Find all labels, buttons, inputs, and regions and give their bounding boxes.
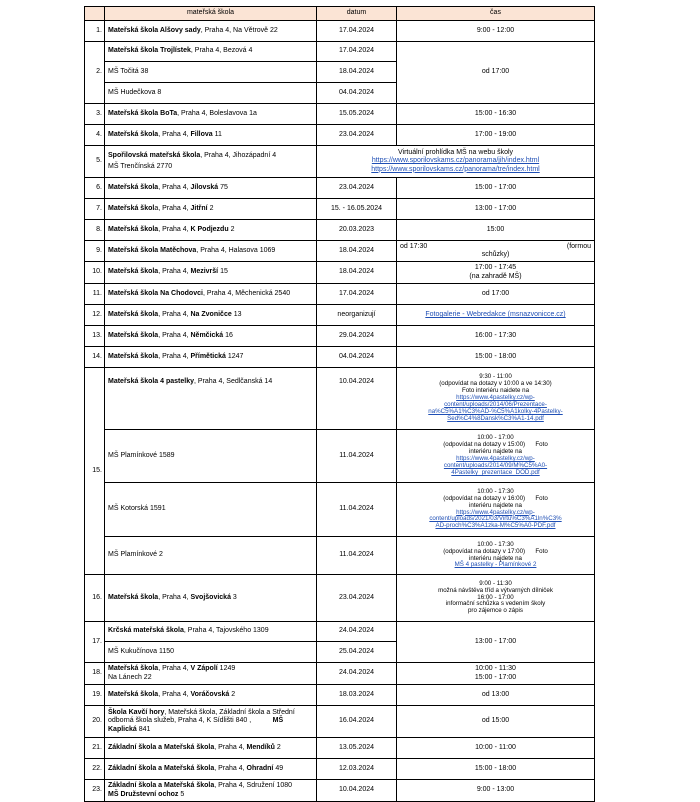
school-name: Mateřská škola, Praha 4, K Podjezdu 2 bbox=[105, 220, 317, 241]
row-number: 5. bbox=[85, 146, 105, 178]
time-cell: od 17:00 bbox=[397, 284, 595, 305]
time-cell: 10:00 - 11:00 bbox=[397, 738, 595, 759]
school-name: Mateřská škola 4 pastelky, Praha 4, Sedlčanská 14 bbox=[105, 368, 317, 430]
presentation-link[interactable]: https://www.4pastelky.cz/wp- bbox=[456, 508, 535, 516]
date-cell: 17.04.2024 bbox=[317, 42, 397, 62]
row-number: 23. bbox=[85, 780, 105, 802]
table-row bbox=[85, 430, 595, 483]
date-cell: neorganizují bbox=[317, 305, 397, 326]
table-row bbox=[85, 125, 595, 146]
row-number: 12. bbox=[85, 305, 105, 326]
table-row bbox=[85, 483, 595, 537]
date-cell: 23.04.2024 bbox=[317, 178, 397, 199]
school-name: Mateřská škola, Praha 4, Mezivrší 15 bbox=[105, 262, 317, 284]
school-name: MŠ Plamínkové 1589 bbox=[105, 430, 317, 483]
table-row bbox=[85, 537, 595, 575]
header-time: čas bbox=[397, 7, 595, 21]
row-number: 22. bbox=[85, 759, 105, 780]
table-row bbox=[85, 575, 595, 622]
date-cell: 24.04.2024 bbox=[317, 622, 397, 642]
table-row bbox=[85, 199, 595, 220]
presentation-link[interactable]: content/uploads/2021/03/Virtu%C3%A1ln%C3% bbox=[429, 515, 562, 523]
date-cell: 15.05.2024 bbox=[317, 104, 397, 125]
presentation-link[interactable]: https://www.4pastelky.cz/wp- bbox=[456, 394, 535, 402]
row-number: 2. bbox=[85, 42, 105, 104]
school-name: Mateřská škola, Praha 4, Voráčovská 2 bbox=[105, 685, 317, 706]
time-cell: 17:00 - 19:00 bbox=[397, 125, 595, 146]
date-cell: 17.04.2024 bbox=[317, 284, 397, 305]
table-row bbox=[85, 104, 595, 125]
table-row bbox=[85, 146, 595, 178]
school-name: Základní škola a Mateřská škola, Praha 4, Mendíků 2 bbox=[105, 738, 317, 759]
table-row bbox=[85, 220, 595, 241]
header-date: datum bbox=[317, 7, 397, 21]
school-name: Mateřská škola BoTa, Praha 4, Boleslavova 1a bbox=[105, 104, 317, 125]
panorama-link-jih[interactable]: https://www.sporilovskams.cz/panorama/jih/index.html bbox=[371, 157, 540, 165]
time-cell: 10:00 - 17:30 (odpovídat na dotazy v 16:00) Foto interiéru najdete na https://www.4pastelky.cz/wp- content/uploads/2021/03/Virtu%C3%A1ln%C3% AD-proch%C3%A1zka-M%C5%A0-PDF.pdf bbox=[397, 483, 595, 537]
table-row bbox=[85, 284, 595, 305]
panorama-link-tre[interactable]: https://www.sporilovskams.cz/panorama/tre/index.html bbox=[371, 165, 540, 173]
time-cell: 13:00 - 17:00 bbox=[397, 622, 595, 663]
date-cell: 13.05.2024 bbox=[317, 738, 397, 759]
time-cell: 15:00 - 17:00 bbox=[397, 178, 595, 199]
row-number: 17. bbox=[85, 622, 105, 663]
time-cell: 9:00 - 12:00 bbox=[397, 21, 595, 42]
school-name: Mateřská škola, Praha 4, Jílovská 75 bbox=[105, 178, 317, 199]
date-cell: 10.04.2024 bbox=[317, 368, 397, 430]
time-cell: 9:00 - 11:30 možná návštěva tříd a výtvarných dílniček 16:00 - 17:00 informační schůzka s vedením školy pro zájemce o zápis bbox=[397, 575, 595, 622]
date-cell: 04.04.2024 bbox=[317, 347, 397, 368]
school-name: Mateřská škola, Praha 4, Jitřní 2 bbox=[105, 199, 317, 220]
row-number: 9. bbox=[85, 241, 105, 262]
school-name: Mateřská škola, Praha 4, Přímětická 1247 bbox=[105, 347, 317, 368]
school-name: Základní škola a Mateřská škola, Praha 4, Sdružení 1080 MŠ Družstevní ochoz 5 bbox=[105, 780, 317, 802]
row-number: 20. bbox=[85, 706, 105, 738]
time-cell: od 17:30 (formou schůzky) bbox=[397, 241, 595, 262]
date-cell: 04.04.2024 bbox=[317, 83, 397, 104]
presentation-link[interactable]: https://www.4pastelky.cz/wp- bbox=[456, 455, 535, 462]
table-row bbox=[85, 326, 595, 347]
date-cell: 12.03.2024 bbox=[317, 759, 397, 780]
school-name: Spořilovská mateřská škola, Praha 4, Jihozápadní 4 MŠ Trenčínská 2770 bbox=[105, 146, 317, 178]
school-name: Mateřská škola, Praha 4, Fillova 11 bbox=[105, 125, 317, 146]
gallery-link[interactable]: Fotogalerie - Webredakce (msnazvonicce.cz) bbox=[425, 310, 566, 318]
row-number: 11. bbox=[85, 284, 105, 305]
table-row bbox=[85, 780, 595, 802]
school-name: MŠ Plamínkové 2 bbox=[105, 537, 317, 575]
time-cell: 10:00 - 17:00 (odpovídat na dotazy v 15:00) Foto interiéru najdete na https://www.4pastelky.cz/wp- content/uploads/2014/09/M%C5%A0- 4Pastelky_prezentace_DOD.pdf bbox=[397, 430, 595, 483]
time-cell: 15:00 bbox=[397, 220, 595, 241]
table-row bbox=[85, 706, 595, 738]
time-cell: od 15:00 bbox=[397, 706, 595, 738]
date-cell: 18.04.2024 bbox=[317, 62, 397, 83]
school-name: MŠ Kukučínova 1150 bbox=[105, 642, 317, 663]
date-cell: 23.04.2024 bbox=[317, 125, 397, 146]
table-row bbox=[85, 178, 595, 199]
time-cell bbox=[397, 305, 595, 326]
table-row bbox=[85, 685, 595, 706]
date-cell: 18.04.2024 bbox=[317, 262, 397, 284]
presentation-link[interactable]: AD-proch%C3%A1zka-M%C5%A0-PDF.pdf bbox=[435, 522, 556, 530]
school-name: Mateřská škola Na Chodovci, Praha 4, Měchenická 2540 bbox=[105, 284, 317, 305]
table-row bbox=[85, 759, 595, 780]
date-cell: 11.04.2024 bbox=[317, 430, 397, 483]
date-cell: 29.04.2024 bbox=[317, 326, 397, 347]
time-cell: 15:00 - 18:00 bbox=[397, 759, 595, 780]
header-row bbox=[85, 7, 595, 21]
school-name: Mateřská škola Alšovy sady, Praha 4, Na Větrově 22 bbox=[105, 21, 317, 42]
date-cell: 16.04.2024 bbox=[317, 706, 397, 738]
school-name: Krčská mateřská škola, Praha 4, Tajovského 1309 bbox=[105, 622, 317, 642]
time-cell: od 13:00 bbox=[397, 685, 595, 706]
school-name: Mateřská škola, Praha 4, Němčická 16 bbox=[105, 326, 317, 347]
row-number: 10. bbox=[85, 262, 105, 284]
school-name: MŠ Hudečkova 8 bbox=[105, 83, 317, 104]
presentation-link[interactable]: 4Pastelky_prezentace_DOD.pdf bbox=[451, 468, 540, 476]
row-number: 18. bbox=[85, 663, 105, 685]
header-school: mateřská škola bbox=[105, 7, 317, 21]
time-cell: 15:00 - 16:30 bbox=[397, 104, 595, 125]
school-name: Mateřská škola, Praha 4, Na Zvoničce 13 bbox=[105, 305, 317, 326]
table-row bbox=[85, 738, 595, 759]
row-number: 16. bbox=[85, 575, 105, 622]
row-number: 8. bbox=[85, 220, 105, 241]
time-cell: 9:00 - 13:00 bbox=[397, 780, 595, 802]
date-cell: 25.04.2024 bbox=[317, 642, 397, 663]
date-cell: 11.04.2024 bbox=[317, 537, 397, 575]
plaminkove-link[interactable]: MŠ 4 pastelky - Plamínkové 2 bbox=[454, 561, 537, 569]
date-cell: 23.04.2024 bbox=[317, 575, 397, 622]
school-name: Mateřská škola Matěchova, Praha 4, Halasova 1069 bbox=[105, 241, 317, 262]
row-number: 13. bbox=[85, 326, 105, 347]
virtual-tour-cell: Virtuální prohlídka MŠ na webu školy https://www.sporilovskams.cz/panorama/jih/index.html https://www.sporilovskams.cz/panorama/tre/index.html bbox=[317, 146, 595, 178]
table-row bbox=[85, 622, 595, 642]
date-cell: 15. - 16.05.2024 bbox=[317, 199, 397, 220]
time-cell: 13:00 - 17:00 bbox=[397, 199, 595, 220]
row-number: 21. bbox=[85, 738, 105, 759]
school-name: Mateřská škola, Praha 4, Svojšovická 3 bbox=[105, 575, 317, 622]
school-name: Mateřská škola, Praha 4, V Zápolí 1249 Na Lánech 22 bbox=[105, 663, 317, 685]
header-num bbox=[85, 7, 105, 21]
time-cell: 10:00 - 17:30 (odpovídat na dotazy v 17:00) Foto interiéru najdete na MŠ 4 pastelky - Plamínkové 2 bbox=[397, 537, 595, 575]
presentation-link[interactable]: content/uploads/2014/09/M%C5%A0- bbox=[443, 461, 548, 469]
date-cell: 17.04.2024 bbox=[317, 21, 397, 42]
time-cell: 16:00 - 17:30 bbox=[397, 326, 595, 347]
presentation-link[interactable]: content/uploads/2014/06/Prezentace- bbox=[444, 400, 547, 408]
school-name: Škola Kavčí hory, Mateřská škola, Základní škola a Střední odborná škola služeb, Praha 4, K Sídlišti 840 , MŠ Kaplická 841 bbox=[105, 706, 317, 738]
schools-table bbox=[84, 6, 595, 802]
row-number: 4. bbox=[85, 125, 105, 146]
school-name: MŠ Kotorská 1591 bbox=[105, 483, 317, 537]
date-cell: 24.04.2024 bbox=[317, 663, 397, 685]
table-row bbox=[85, 21, 595, 42]
time-cell: 9:30 - 11:00 (odpovídat na dotazy v 10:00 a ve 14:30) Foto interiéru naidete na https://www.4pastelky.cz/wp- content/uploads/2014/06/Prezentace- na%C5%A1%C3%AD-%C5%A1kolky-4Pastelky- Sed%C4%8Dansk%C3%A1-14.pdf bbox=[397, 368, 595, 430]
table-row bbox=[85, 368, 595, 430]
row-number: 14. bbox=[85, 347, 105, 368]
row-number: 3. bbox=[85, 104, 105, 125]
school-name: Základní škola a Mateřská škola, Praha 4, Ohradní 49 bbox=[105, 759, 317, 780]
date-cell: 18.04.2024 bbox=[317, 241, 397, 262]
table-row bbox=[85, 262, 595, 284]
date-cell: 18.03.2024 bbox=[317, 685, 397, 706]
table-row bbox=[85, 42, 595, 62]
row-number: 15. bbox=[85, 368, 105, 575]
table-row bbox=[85, 241, 595, 262]
time-cell: 15:00 - 18:00 bbox=[397, 347, 595, 368]
table-row bbox=[85, 305, 595, 326]
date-cell: 11.04.2024 bbox=[317, 483, 397, 537]
school-name: Mateřská škola Trojlístek, Praha 4, Bezová 4 bbox=[105, 42, 317, 62]
table-row bbox=[85, 663, 595, 685]
row-number: 6. bbox=[85, 178, 105, 199]
date-cell: 20.03.2023 bbox=[317, 220, 397, 241]
presentation-link[interactable]: Sed%C4%8Dansk%C3%A1-14.pdf bbox=[447, 414, 544, 422]
time-cell: od 17:00 bbox=[397, 42, 595, 104]
presentation-link[interactable]: na%C5%A1%C3%AD-%C5%A1kolky-4Pastelky- bbox=[428, 407, 563, 415]
school-name: MŠ Točitá 38 bbox=[105, 62, 317, 83]
time-cell: 10:00 - 11:30 15:00 - 17:00 bbox=[397, 663, 595, 685]
row-number: 7. bbox=[85, 199, 105, 220]
row-number: 19. bbox=[85, 685, 105, 706]
time-cell: 17:00 - 17:45 (na zahradě MŠ) bbox=[397, 262, 595, 284]
row-number: 1. bbox=[85, 21, 105, 42]
table-row bbox=[85, 347, 595, 368]
date-cell: 10.04.2024 bbox=[317, 780, 397, 802]
